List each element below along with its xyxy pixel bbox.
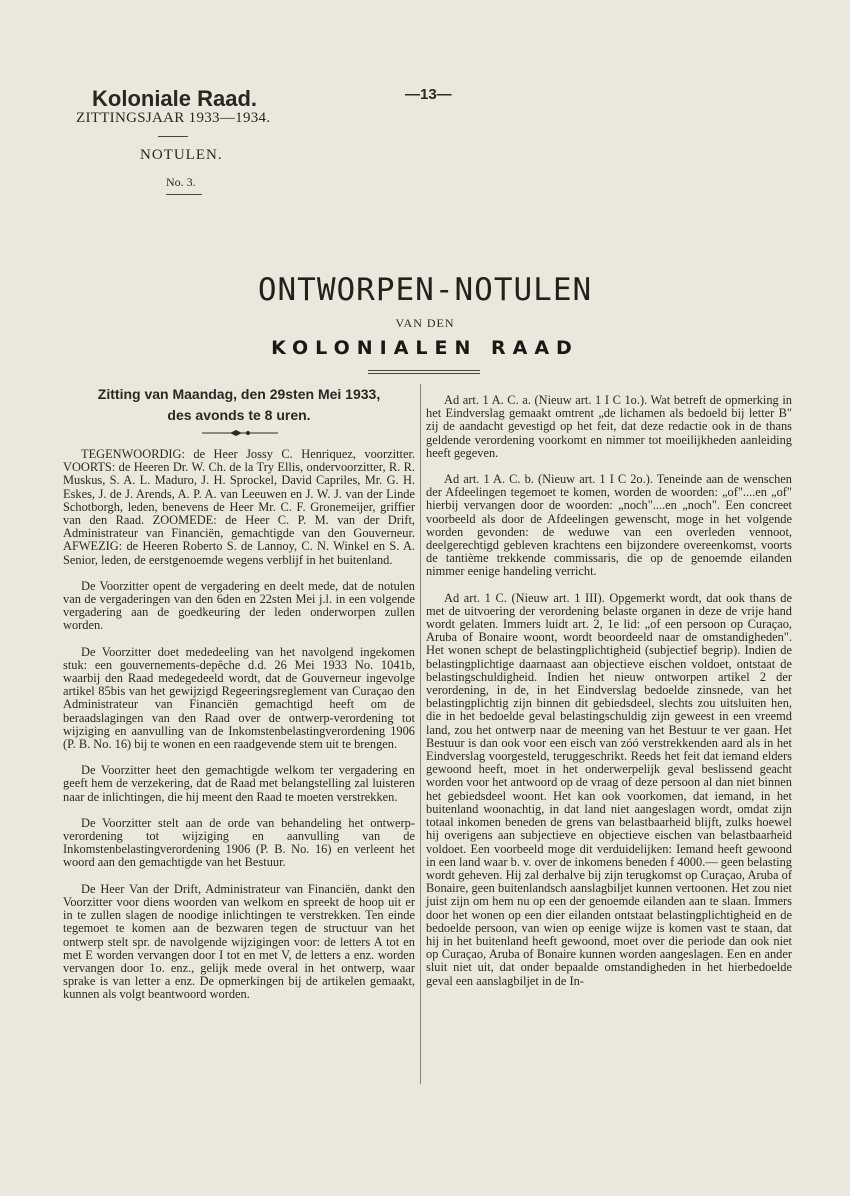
- paragraph: De Voorzitter doet mededeeling van het navolgend ingekomen stuk: een gouvernements-depêche d.d. 26 Mei 1933 No. 1041b, waarbij den Raad medegedeeld wordt, dat de Gouverneur ingevolge artikel 85bis van het gewijzigd Regeeringsreglement van Curaçao den Administrateur van Financiën gemachtigd heeft om de beraadslagingen van den Raad over de ontwerp-verordening tot wijziging en aanvulling van de Inkomstenbelastingverordening 1906 (P. B. No. 16) bij te wonen en een raadgevende stem uit te brengen.: [63, 644, 415, 752]
- doc-type: NOTULEN.: [140, 147, 223, 163]
- page-number: —13—: [405, 86, 452, 103]
- left-column: [63, 448, 415, 1002]
- sitting-line-1: Zitting van Maandag, den 29sten Mei 1933,: [97, 386, 381, 402]
- header-divider: [158, 136, 188, 137]
- attendance-paragraph: TEGENWOORDIG: de Heer Jossy C. Henriquez, voorzitter. VOORTS: de Heeren Dr. W. Ch. de la Try Ellis, ondervoorzitter, R. R. Muskus, S. A. L. Maduro, J. H. Sprockel, David Capriles, Mr. G. H. Eskes, J. de J. Arends, A. P. A. van Leeuwen en J. W. J. van der Linde Schotborgh, leden, benevens de Heer Mr. C. F. Gronemeijer, griffier van den Raad. ZOOMEDE: de Heer C. P. M. van der Drift, Administrateur van Financiën, gemachtigde van den Gouverneur. AFWEZIG: de Heeren Roberto S. de Lannoy, C. N. Winkel en S. A. Senior, leden, de eerstgenoemde wegens verblijf in het buitenland.: [63, 447, 415, 567]
- session-year: ZITTINGSJAAR 1933—1934.: [76, 110, 271, 126]
- number-underline: [166, 194, 202, 195]
- column-divider: [420, 384, 421, 1084]
- paragraph: De Voorzitter opent de vergadering en deelt mede, dat de notulen van de vergaderingen van den 6den en 22sten Mei j.l. in een volgende vergadering aan de goedkeuring der leden onderworpen zullen worden.: [63, 578, 415, 633]
- org-title: Koloniale Raad.: [92, 86, 258, 111]
- article-paragraph: Ad art. 1 C. (Nieuw art. 1 III). Opgemerkt wordt, dat ook thans de met de uitvoering der verordening belaste organen in deze de vrije hand wordt gelaten. Immers luidt art. 2, 1e lid: „of een persoon op Curaçao, Aruba of Bonaire woont, wordt beoordeeld naar de omstandigheden". Het wonen schept de belastingplichtigheid (subjectief begrip). Indien de belastingplichtige daarnaast aan objectieve eischen voldoet, ontstaat de belastingschuldigheid. Indien het nieuw ontworpen artikel 2 der verordening, in de, in het Eindverslag bedoelde zinsnede, van het belastingplichtig zijn binnen dit gebiedsdeel, slechts zou uitsluiten hen, die in het bedoelde geval belastingschuldig zijn geweest in een vreemd land, zou het ontwerp naar de meening van het Bestuur te ver gaan. Het Bestuur is dan ook voor een eisch van zóó verstrekkenden aard als in het Eindverslag voorgesteld, teruggeschrikt. Reeds het feit dat iemand elders gewoond heeft, moet in het onderwerpelijk geval beslissend geacht worden voor het antwoord op de vraag of deze persoon al dan niet binnen het gebiedsdeel woont. Het kan ook voorkomen, dat iemand, in het buitenland woonachtig, in dat land niet aangeslagen wordt, omdat zijn totaal inkomen beneden de grens van belastbaarheid blijft, zulks hoewel hij overigens aan subjectieve en objectieve eischen van belastbaarheid voldoet. Een voorbeeld moge dit verduidelijken: Iemand heeft gewoond in een land waar b. v. over de inkomens beneden f 4000.— geen belasting wordt geheven. Hij zal derhalve bij zijn terugkomst op Curaçao, Aruba of Bonaire, geen buitenlandsch aanslagbiljet kunnen vertoonen. Het zou niet juist zijn om hem nu op een der genoemde eilanden aan te slaan. Immers door het wonen op een dier eilanden ontstaat belastingplichtigheid en de bedoelde persoon, van wien op eenige wijze is komen vast te staan, dat hij in het buitenland heeft gewoond, moet over die periode dan ook niet op Curaçao, Aruba of Bonaire kunnen worden aangeslagen. Een en ander sluit niet uit, dat onder bepaalde omstandigheden in het hierbedoelde geval een aanslagbiljet in de In-: [426, 590, 792, 988]
- paragraph: De Voorzitter stelt aan de orde van behandeling het ontwerp-verordening tot wijziging en aanvulling van de Inkomstenbelastingverordening 1906 (P. B. No. 16) en verleent het woord aan den gemachtigde van het Bestuur.: [63, 815, 415, 870]
- ornament-icon: [200, 428, 280, 438]
- paragraph: De Voorzitter heet den gemachtigde welkom ter vergadering en geeft hem de verzekering, dat de Raad met belangstelling zal luisteren naar de inlichtingen, die hij meent den Raad te moeten verstrekken.: [63, 763, 415, 804]
- article-paragraph: Ad art. 1 A. C. b. (Nieuw art. 1 I C 2o.). Teneinde aan de wenschen der Afdeelingen tegemoet te komen, worden de woorden: „of"....en „of" hierbij vervangen door de woorden: „noch"....en „noch". Een concreet voorbeeld als door de Afdeelingen gewenscht, moge in het volgende worden gevonden: de weduwe van een overleden vennoot, deelgerechtigd gebleven krachtens een bijzondere overeenkomst, voorts de tantième trekkende commissaris, die op de genoemde eilanden nimmer eenige handeling verricht.: [426, 472, 792, 579]
- notulen-number: No. 3.: [166, 175, 196, 189]
- masthead-rule-2: [368, 373, 480, 374]
- masthead-subtitle: VAN DEN: [395, 316, 455, 330]
- sitting-heading: [63, 384, 415, 426]
- main-title: ONTWORPEN-NOTULEN: [257, 272, 593, 308]
- council-name: KOLONIALEN RAAD: [271, 337, 579, 359]
- sitting-line-2: des avonds te 8 uren.: [167, 407, 311, 423]
- paragraph: De Heer Van der Drift, Administrateur van Financiën, dankt den Voorzitter voor diens woorden van welkom en spreekt de hoop uit er in te zullen slagen de noodige inlichtingen te verstrekken. Ten einde tegemoet te komen aan de bezwaren tegen de structuur van het ontwerp stelt spr. de navolgende wijzigingen voor: de letters A tot en met E worden vervangen door I tot en met V, de letters a enz. worden vervangen door 1o. enz., gelijk mede overal in het ontwerp, waar sprake is van letter a enz. De opmerkingen bij de artikelen gemaakt, kunnen als volgt beantwoord worden.: [63, 881, 415, 1002]
- article-paragraph: Ad art. 1 A. C. a. (Nieuw art. 1 I C 1o.). Wat betreft de opmerking in het Eindverslag gemaakt omtrent „de lichamen als bedoeld bij letter B" zij de aandacht gevestigd op het feit, dat deze redactie ook in de thans geldende verordening voorkomt en nimmer tot moeilijkheden aanleiding heeft gegeven.: [426, 393, 792, 460]
- masthead-rule-1: [368, 370, 480, 371]
- right-column: [426, 394, 792, 988]
